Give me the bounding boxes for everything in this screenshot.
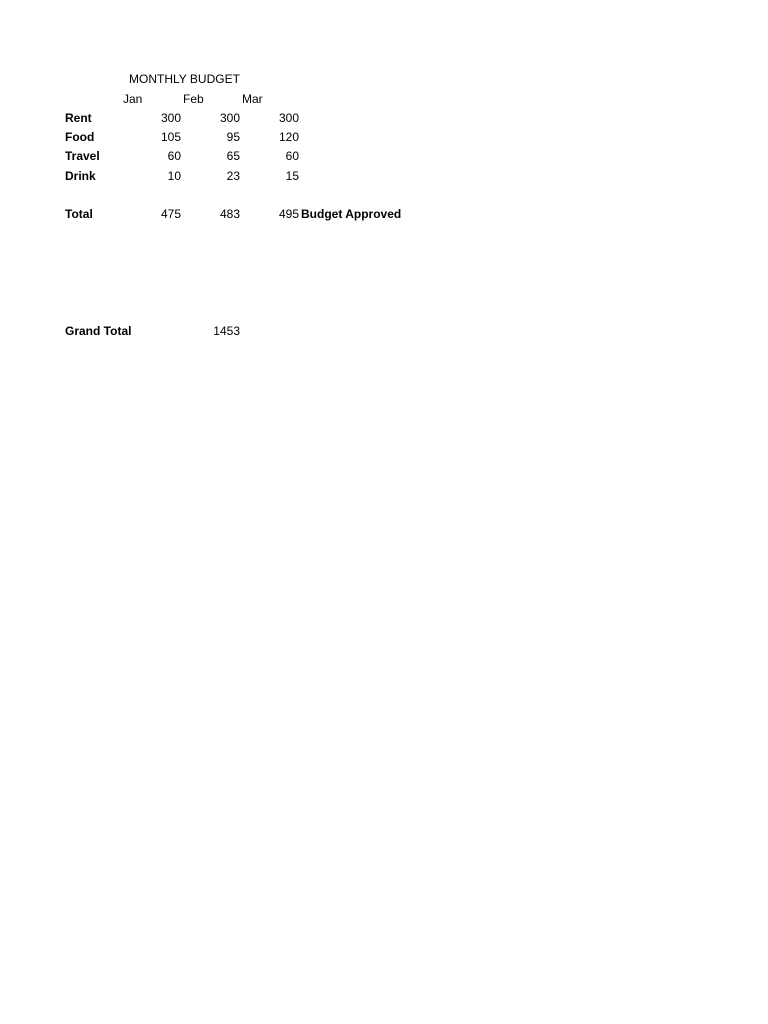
column-header-feb: Feb	[183, 92, 204, 106]
cell-food-mar: 120	[278, 130, 299, 144]
row-label-drink: Drink	[65, 169, 96, 183]
cell-drink-mar: 15	[285, 169, 299, 183]
cell-rent-feb: 300	[219, 111, 240, 125]
grand-total-label: Grand Total	[65, 324, 132, 338]
grand-total-value: 1453	[213, 324, 240, 338]
row-label-total: Total	[65, 207, 93, 221]
cell-travel-feb: 65	[226, 149, 240, 163]
cell-food-feb: 95	[226, 130, 240, 144]
cell-total-feb: 483	[219, 207, 240, 221]
budget-approved-note: Budget Approved	[301, 207, 402, 221]
cell-rent-mar: 300	[278, 111, 299, 125]
cell-rent-jan: 300	[160, 111, 181, 125]
cell-drink-feb: 23	[226, 169, 240, 183]
row-label-rent: Rent	[65, 111, 92, 125]
budget-title: MONTHLY BUDGET	[129, 72, 240, 86]
cell-travel-jan: 60	[167, 149, 181, 163]
cell-travel-mar: 60	[285, 149, 299, 163]
row-label-travel: Travel	[65, 149, 100, 163]
column-header-jan: Jan	[123, 92, 143, 106]
cell-drink-jan: 10	[167, 169, 181, 183]
row-label-food: Food	[65, 130, 95, 144]
cell-total-jan: 475	[160, 207, 181, 221]
column-header-mar: Mar	[242, 92, 263, 106]
cell-total-mar: 495	[278, 207, 299, 221]
cell-food-jan: 105	[160, 130, 181, 144]
